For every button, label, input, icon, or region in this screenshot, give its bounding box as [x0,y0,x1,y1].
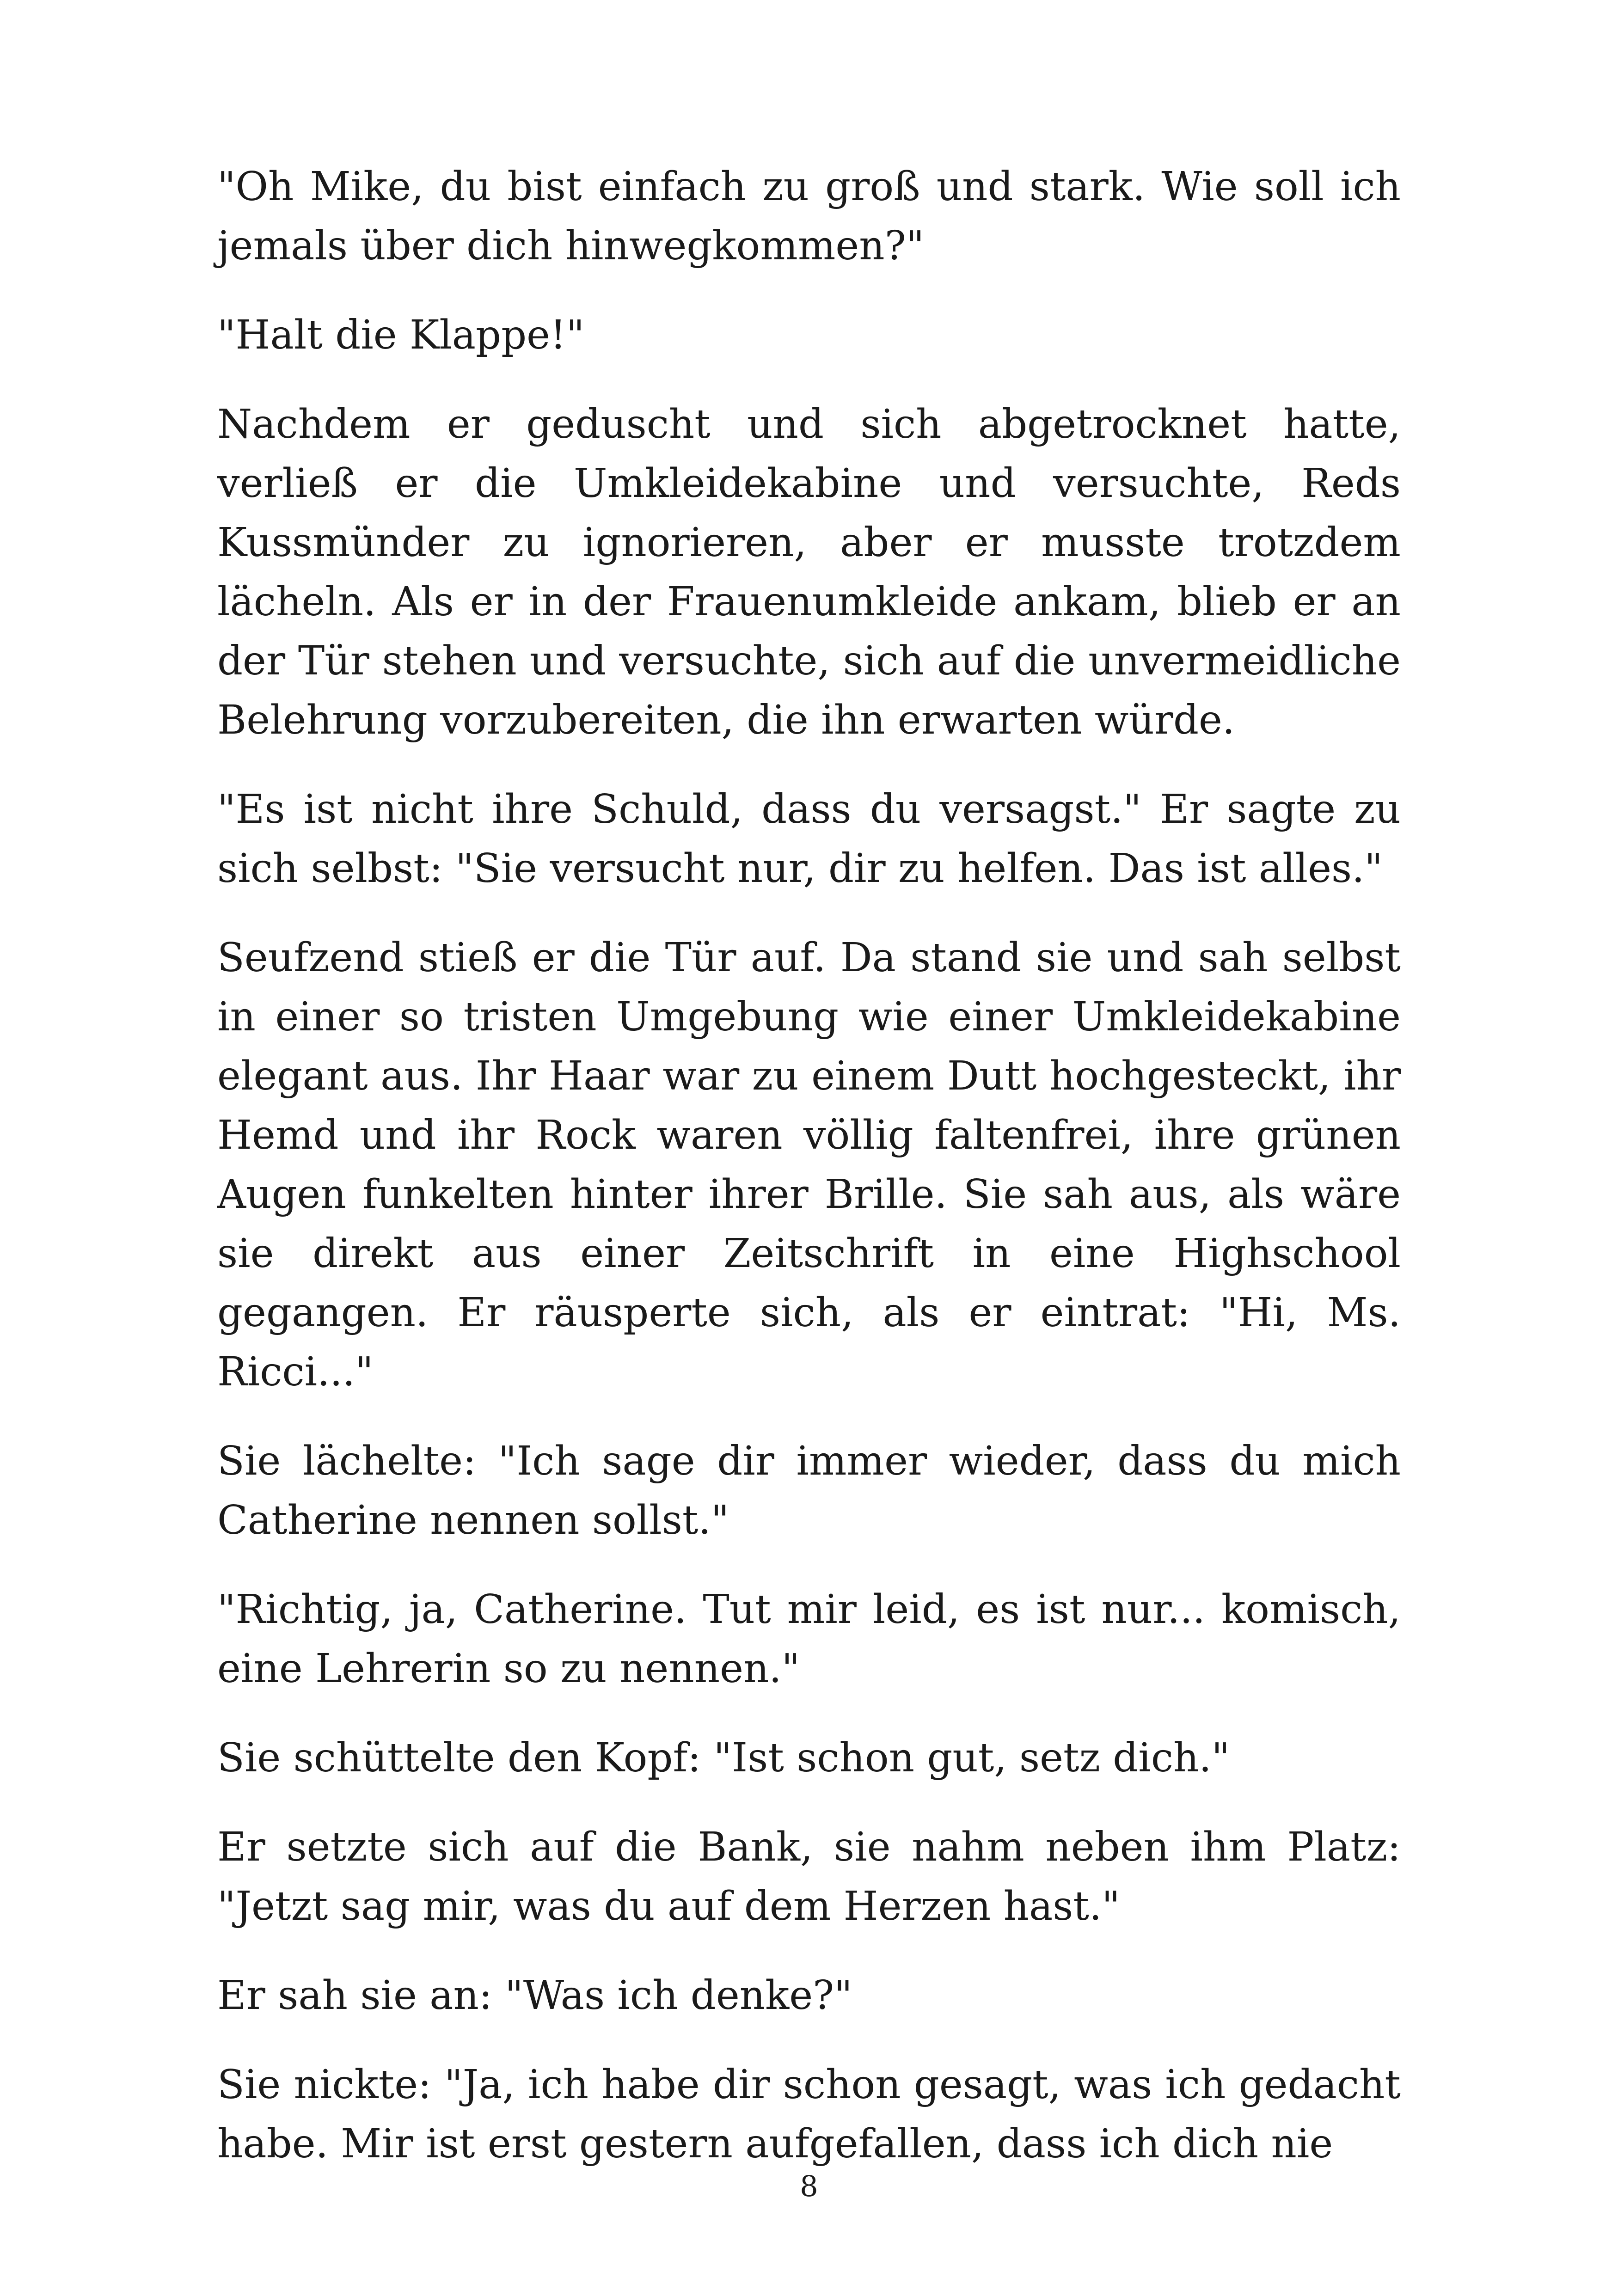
body-text [217,157,1401,2204]
paragraph: Seufzend stieß er die Tür auf. Da stand sie und sah selbst in einer so tristen Umgebung wie einer Umkleidekabine elegant aus. Ihr Haar war zu einem Dutt hochgesteckt, ihr Hemd und ihr Rock waren völlig faltenfrei, ihre grünen Augen funkelten hinter ihrer Brille. Sie sah aus, als wäre sie direkt aus einer Zeitschrift in eine Highschool gegangen. Er räusperte sich, als er eintrat: "Hi, Ms. Ricci..." [217,935,1401,1395]
paragraph: "Halt die Klappe!" [217,312,585,358]
paragraph: Nachdem er geduscht und sich abgetrocknet hatte, verließ er die Umkleidekabine und versuchte, Reds Kussmünder zu ignorieren, aber er musste trotzdem lächeln. Als er in der Frauenumkleide ankam, blieb er an der Tür stehen und versuchte, sich auf die unvermeidliche Belehrung vorzubereiten, die ihn erwarten würde. [217,401,1401,743]
paragraph: Sie lächelte: "Ich sage dir immer wieder, dass du mich Catherine nennen sollst." [217,1438,1401,1543]
paragraph: "Oh Mike, du bist einfach zu groß und stark. Wie soll ich jemals über dich hinwegkommen?" [217,164,1401,269]
paragraph: "Es ist nicht ihre Schuld, dass du versagst." Er sagte zu sich selbst: "Sie versucht nur, dir zu helfen. Das ist alles." [217,786,1401,892]
paragraph: Sie nickte: "Ja, ich habe dir schon gesagt, was ich gedacht habe. Mir ist erst gestern aufgefallen, dass ich dich nie [217,2062,1401,2167]
paragraph: Sie schüttelte den Kopf: "Ist schon gut, setz dich." [217,1735,1230,1781]
page-number: 8 [800,2169,818,2203]
paragraph: Er sah sie an: "Was ich denke?" [217,1972,852,2019]
paragraph: Er setzte sich auf die Bank, sie nahm neben ihm Platz: "Jetzt sag mir, was du auf dem Herzen hast." [217,1824,1401,1929]
paragraph: "Richtig, ja, Catherine. Tut mir leid, es ist nur... komisch, eine Lehrerin so zu nennen." [217,1586,1401,1692]
